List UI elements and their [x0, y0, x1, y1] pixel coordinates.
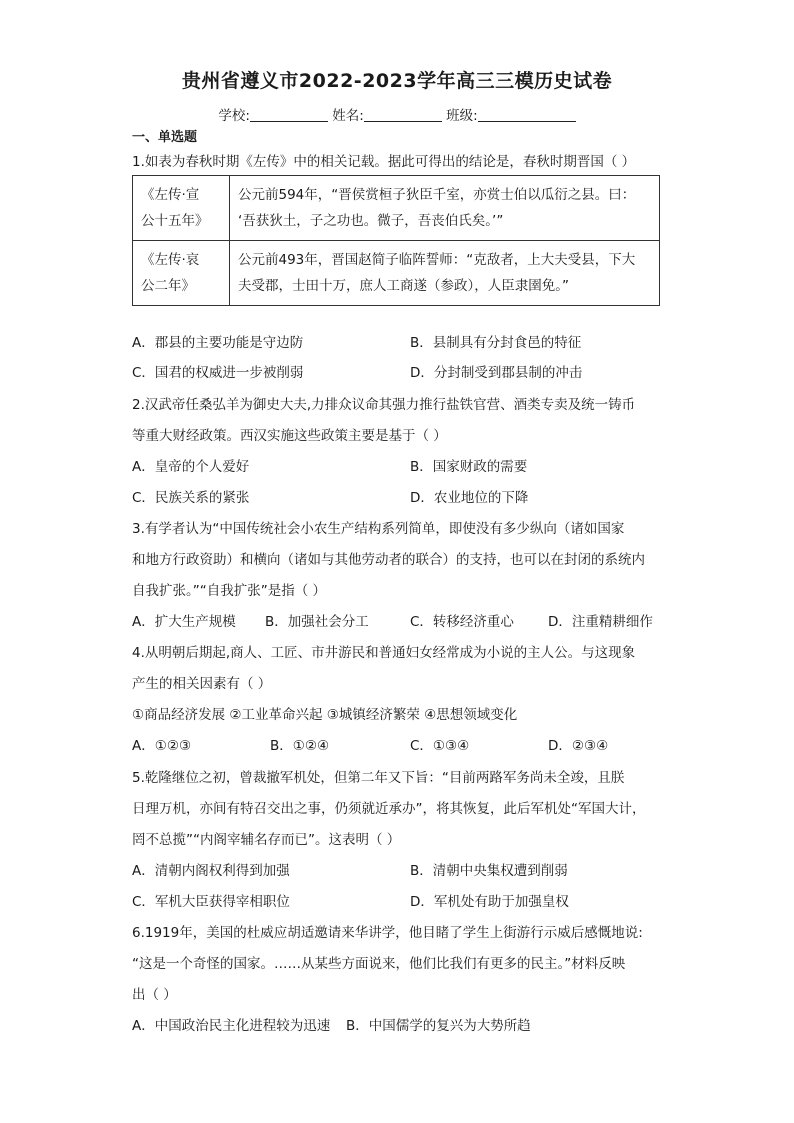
q6-line: “这是一个奇怪的国家。……从某些方面说来，他们比我们有更多的民主。”材料反映 — [132, 956, 626, 972]
q2-option-a[interactable]: A．皇帝的个人爱好 — [132, 459, 250, 475]
q5-line: 日理万机，亦间有特召交出之事，仍须就近承办”，将其恢复，此后军机处“军国大计， — [132, 801, 646, 817]
q5-option-c[interactable]: C．军机大臣获得宰相职位 — [132, 894, 290, 910]
q3-line: 和地方行政资助）和横向（诸如与其他劳动者的联合）的支持，也可以在封闭的系统内 — [132, 552, 645, 568]
q5-line: 罔不总揽”“内阁宰辅名存而已”。这表明（ ） — [132, 832, 401, 848]
source-line: 《左传·哀 — [141, 252, 200, 268]
q3-option-a[interactable]: A．扩大生产规模 — [132, 614, 236, 630]
school-label: 学校: — [218, 108, 250, 124]
q2-line: 等重大财经政策。西汉实施这些政策主要是基于（ ） — [132, 428, 447, 444]
q4-option-c[interactable]: C．①③④ — [410, 738, 470, 754]
text-line: 公元前493年，晋国赵简子临阵誓师：“克敌者，上大夫受县，下大 — [238, 252, 636, 268]
q3-line: 3.有学者认为“中国传统社会小农生产结构系列简单，即使没有多少纵向（诸如国家 — [132, 521, 625, 537]
name-blank[interactable] — [364, 107, 442, 122]
q2-line: 2.汉武帝任桑弘羊为御史大夫,力排众议命其强力推行盐铁官营、酒类专卖及统一铸币 — [132, 397, 636, 413]
q6-line: 出（ ） — [132, 987, 177, 1003]
q4-option-a[interactable]: A．①②③ — [132, 738, 192, 754]
q4-option-b[interactable]: B．①②④ — [270, 738, 330, 754]
q1-stem: 1.如表为春秋时期《左传》中的相关记载。据此可得出的结论是，春秋时期晋国（ ） — [132, 154, 636, 170]
table-row — [133, 176, 660, 241]
source-line: 公二年》 — [141, 278, 195, 294]
q4-line: 产生的相关因素有（ ） — [132, 676, 272, 692]
q4-line: ①商品经济发展 ②工业革命兴起 ③城镇经济繁荣 ④思想领域变化 — [132, 707, 518, 723]
class-blank[interactable] — [478, 107, 576, 122]
q5-line: 5.乾隆继位之初，曾裁撤军机处，但第二年又下旨：“目前两路军务尚未全竣，且朕 — [132, 770, 625, 786]
q1-option-c[interactable]: C．国君的权威进一步被削弱 — [132, 365, 304, 381]
text-line: 夫受郡，士田十万，庶人工商遂（参政），人臣隶圉免。” — [238, 278, 569, 294]
q1-option-a[interactable]: A．郡县的主要功能是守边防 — [132, 335, 304, 351]
q1-table — [132, 175, 660, 306]
table-cell-text — [230, 241, 660, 306]
q3-line: 自我扩张。”“自我扩张”是指（ ） — [132, 583, 327, 599]
q4-line: 4.从明朝后期起,商人、工匠、市井游民和普通妇女经常成为小说的主人公。与这现象 — [132, 645, 636, 661]
q6-option-a[interactable]: A．中国政治民主化进程较为迅速 — [132, 1018, 331, 1034]
section-heading: 一、单选题 — [132, 130, 198, 145]
student-info-line — [0, 104, 794, 124]
text-line: 公元前594年，“晋侯赏桓子狄臣千室，亦赏士伯以瓜衍之县。曰： — [238, 187, 636, 203]
table-cell-source — [133, 176, 230, 241]
q2-option-b[interactable]: B．国家财政的需要 — [410, 459, 528, 475]
q5-option-b[interactable]: B．清朝中央集权遭到削弱 — [410, 863, 568, 879]
class-label: 班级: — [446, 108, 478, 124]
q3-option-c[interactable]: C．转移经济重心 — [410, 614, 514, 630]
q6-line: 6.1919年，美国的杜威应胡适邀请来华讲学，他目睹了学生上街游行示威后感慨地说: — [132, 925, 643, 941]
q2-option-c[interactable]: C．民族关系的紧张 — [132, 490, 250, 506]
q4-option-d[interactable]: D．②③④ — [548, 738, 609, 754]
q3-option-b[interactable]: B．加强社会分工 — [265, 614, 369, 630]
text-line: ‘吾获狄土，子之功也。微子，吾丧伯氏矣。’” — [238, 213, 504, 229]
q2-option-d[interactable]: D．农业地位的下降 — [410, 490, 529, 506]
source-line: 公十五年》 — [141, 213, 209, 229]
q5-option-a[interactable]: A．清朝内阁权利得到加强 — [132, 863, 290, 879]
q1-option-d[interactable]: D．分封制受到郡县制的冲击 — [410, 365, 583, 381]
q1-option-b[interactable]: B．县制具有分封食邑的特征 — [410, 335, 582, 351]
q6-option-b[interactable]: B．中国儒学的复兴为大势所趋 — [346, 1018, 531, 1034]
q3-option-d[interactable]: D．注重精耕细作 — [548, 614, 653, 630]
name-label: 姓名: — [332, 108, 364, 124]
table-row — [133, 241, 660, 306]
page-title: 贵州省遵义市2022-2023学年高三三模历史试卷 — [181, 70, 613, 92]
school-blank[interactable] — [250, 107, 328, 122]
table-cell-source — [133, 241, 230, 306]
q5-option-d[interactable]: D．军机处有助于加强皇权 — [410, 894, 569, 910]
source-line: 《左传·宣 — [141, 187, 200, 203]
table-cell-text — [230, 176, 660, 241]
